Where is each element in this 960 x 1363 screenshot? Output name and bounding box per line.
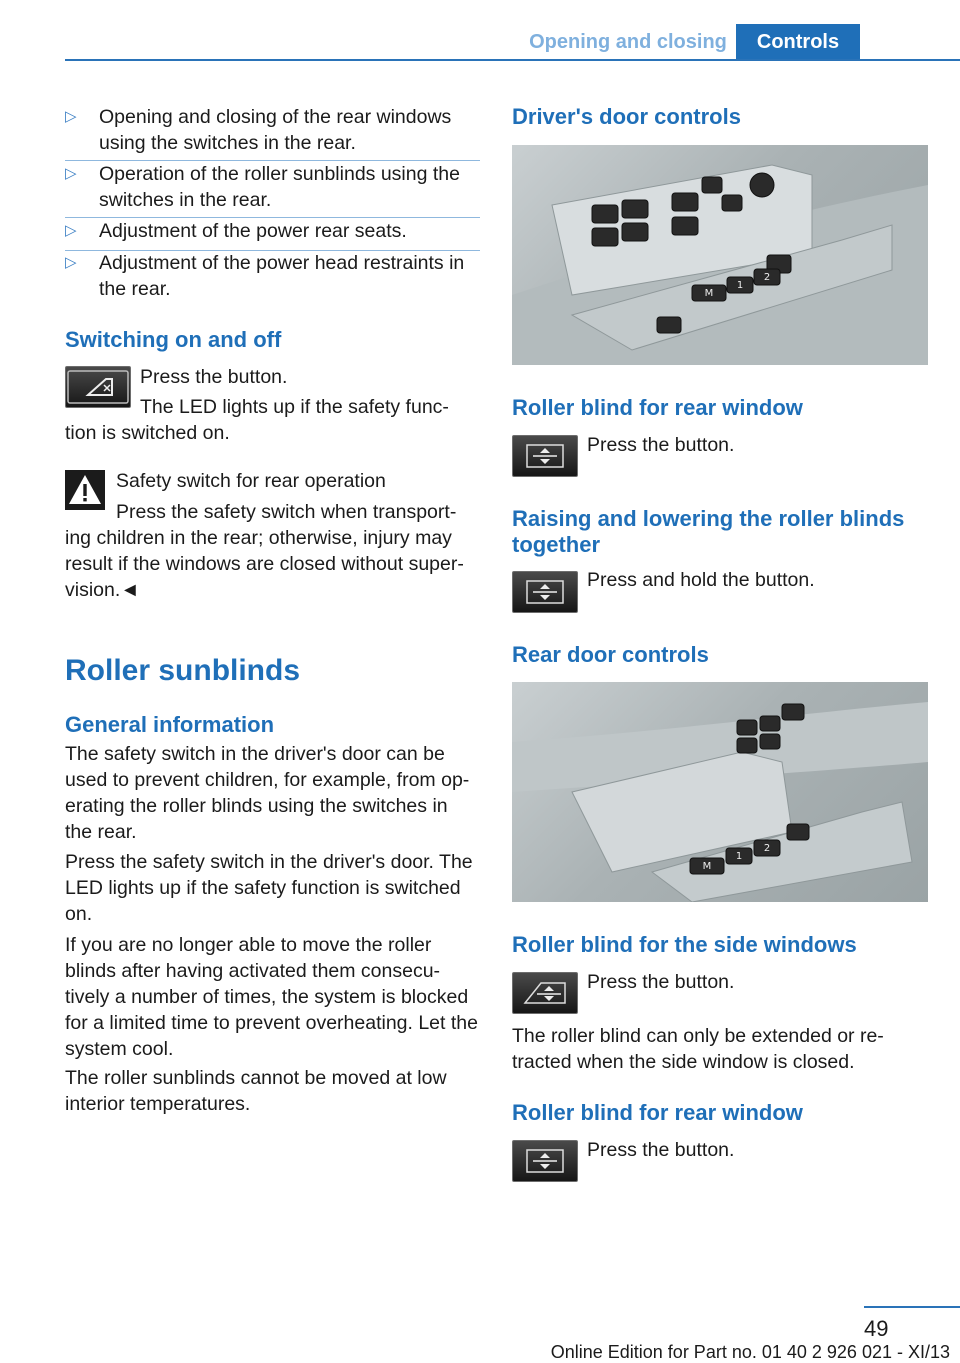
- warning-title: Safety switch for rear operation: [116, 470, 386, 492]
- switching-heading: Switching on and off: [65, 327, 282, 352]
- switching-text-2a: The LED lights up if the safety func-: [140, 396, 449, 418]
- list-item: ▷ Operation of the roller sunblinds using the switches in the rear.: [65, 163, 460, 211]
- header-rule: [65, 59, 960, 61]
- together-heading: Raising and lowering the roller blinds together: [512, 506, 905, 557]
- list-item: ▷ Opening and closing of the rear windows using the switches in the rear.: [65, 106, 452, 154]
- footer-rule: [864, 1306, 960, 1308]
- general-paragraph-2: Press the safety switch in the driver's door. The LED lights up if the safety function is switched on.: [65, 851, 473, 925]
- list-item: ▷ Adjustment of the power rear seats.: [65, 220, 407, 242]
- warning-triangle-icon: [65, 470, 105, 510]
- general-paragraph-3: If you are no longer able to move the roller blinds after having activated them consecu-tively a number of times, the system is blocked for a limited time to prevent overheating. Let the system cool.: [65, 934, 478, 1060]
- rear-window-heading: Roller blind for rear window: [512, 395, 803, 420]
- general-paragraph-1: The safety switch in the driver's door can be used to prevent children, for example, from op-erating the roller blinds using the switches in the rear.: [65, 743, 470, 843]
- bullet-triangle-icon: ▷: [65, 254, 77, 271]
- general-paragraph-4: The roller sunblinds cannot be moved at low interior temperatures.: [65, 1067, 447, 1115]
- switch-label: 1: [736, 280, 744, 291]
- page-number: 49: [864, 1316, 889, 1341]
- general-info-heading: General information: [65, 712, 275, 737]
- rear-window-text: Press the button.: [587, 434, 735, 456]
- header-section-title: Opening and closing: [529, 31, 727, 53]
- rear-window-2-text: Press the button.: [587, 1139, 735, 1161]
- warning-text-rest: ing children in the rear; otherwise, injury may result if the windows are closed without super-vision.◄: [65, 527, 464, 601]
- drivers-door-heading: Driver's door controls: [512, 104, 741, 129]
- switch-label: M: [704, 288, 714, 299]
- side-windows-note: The roller blind can only be extended or re-tracted when the side window is closed.: [512, 1025, 884, 1073]
- roller-sunblinds-heading: Roller sunblinds: [65, 654, 301, 687]
- switch-label: 2: [763, 843, 771, 854]
- child-lock-button-icon: [65, 366, 131, 408]
- list-item: ▷ Adjustment of the power head restraints in the rear.: [65, 252, 465, 300]
- side-windows-heading: Roller blind for the side windows: [512, 932, 857, 957]
- switching-text-1: Press the button.: [140, 366, 288, 388]
- switching-text-2b: tion is switched on.: [65, 422, 230, 444]
- switch-label: 2: [763, 272, 771, 283]
- warning-text-1: Press the safety switch when transport-: [116, 501, 457, 523]
- bullet-triangle-icon: ▷: [65, 165, 77, 182]
- footer-edition: Online Edition for Part no. 01 40 2 926 021 - XI/13: [550, 1342, 950, 1362]
- rear-blind-button-icon: [512, 1140, 578, 1182]
- drivers-door-controls-image: [512, 145, 928, 365]
- switch-label: 1: [735, 851, 743, 862]
- rear-blind-button-icon: [512, 435, 578, 477]
- bullet-triangle-icon: ▷: [65, 108, 77, 125]
- rear-window-2-heading: Roller blind for rear window: [512, 1100, 803, 1125]
- side-windows-text: Press the button.: [587, 971, 735, 993]
- header-chapter-tab: Controls: [736, 24, 860, 61]
- rear-blind-button-icon: [512, 571, 578, 613]
- rear-door-heading: Rear door controls: [512, 642, 709, 667]
- together-text: Press and hold the button.: [587, 569, 815, 591]
- rear-door-controls-image: [512, 682, 928, 902]
- side-blind-button-icon: [512, 972, 578, 1014]
- bullet-triangle-icon: ▷: [65, 222, 77, 239]
- switch-label: M: [702, 861, 712, 872]
